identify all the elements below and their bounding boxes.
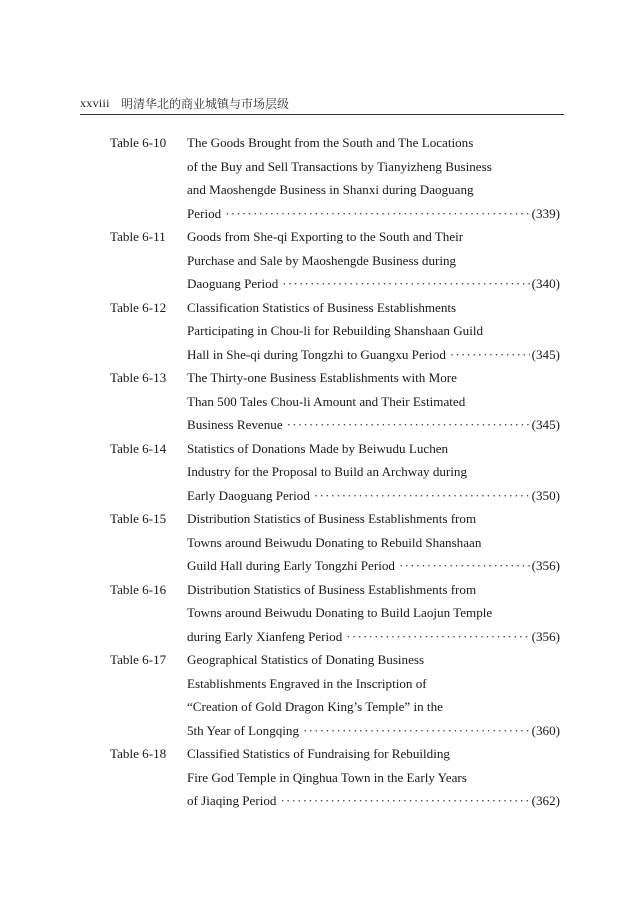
- toc-entry[interactable]: [110, 742, 560, 813]
- entry-title-line: Towns around Beiwudu Donating to Rebuild Shanshaan: [187, 534, 482, 550]
- entry-title-line: Period: [187, 205, 222, 221]
- dot-leader: [280, 789, 529, 813]
- entry-title-line: “Creation of Gold Dragon King’s Temple” in the: [187, 699, 443, 714]
- entry-title-line: Business Revenue: [187, 417, 283, 432]
- toc-entry[interactable]: [110, 366, 560, 437]
- table-number: Table 6-18: [110, 746, 167, 761]
- entry-title-line: Guild Hall during Early Tongzhi Period: [187, 558, 395, 573]
- table-number: Table 6-15: [110, 511, 167, 526]
- toc-entry[interactable]: [110, 131, 560, 225]
- dot-leader: [287, 413, 530, 437]
- entry-title-line: during Early Xianfeng Period: [187, 628, 343, 644]
- dot-leader: [346, 625, 529, 649]
- page-number: xxviii: [80, 96, 110, 110]
- entry-title-line: Towns around Beiwudu Donating to Build Laojun Temple: [187, 605, 493, 620]
- entry-title-line: Than 500 Tales Chou-li Amount and Their Estimated: [187, 393, 466, 409]
- dot-leader: [225, 202, 529, 226]
- table-list: [110, 131, 560, 813]
- entry-title-line: Early Daoguang Period: [187, 487, 310, 503]
- page-ref: (345): [531, 346, 560, 362]
- dot-leader: [314, 484, 530, 508]
- page-ref: (360): [531, 722, 560, 738]
- entry-title-line: Distribution Statistics of Business Establishments from: [187, 511, 477, 526]
- table-number: Table 6-14: [110, 440, 167, 456]
- entry-title-line: Establishments Engraved in the Inscription of: [187, 675, 427, 691]
- entry-title-line: Classification Statistics of Business Establishments: [187, 299, 457, 315]
- running-header: [80, 96, 564, 115]
- toc-entry[interactable]: [110, 296, 560, 367]
- entry-title-line: of Jiaqing Period: [187, 793, 277, 808]
- toc-entry[interactable]: [110, 648, 560, 742]
- page-ref: (362): [531, 793, 560, 808]
- entry-title-line: Industry for the Proposal to Build an Archway during: [187, 464, 468, 479]
- entry-title-line: Statistics of Donations Made by Beiwudu Luchen: [187, 440, 449, 456]
- page-ref: (345): [531, 417, 560, 432]
- entry-title-line: The Thirty-one Business Establishments with More: [187, 370, 457, 385]
- page-ref: (356): [531, 558, 560, 573]
- dot-leader: [450, 343, 530, 367]
- entry-title-line: Participating in Chou-li for Rebuilding Shanshaan Guild: [187, 323, 484, 338]
- page-ref: (350): [531, 487, 560, 503]
- page-ref: (356): [531, 628, 560, 644]
- dot-leader: [282, 272, 529, 296]
- page-ref: (339): [531, 205, 560, 221]
- toc-entry[interactable]: [110, 225, 560, 296]
- table-number: Table 6-16: [110, 581, 167, 597]
- table-number: Table 6-10: [110, 135, 167, 150]
- book-title: 明清华北的商业城镇与市场层级: [121, 97, 290, 111]
- entry-title-line: Daoguang Period: [187, 276, 279, 291]
- entry-title-line: 5th Year of Longqing: [187, 722, 300, 738]
- entry-title-line: of the Buy and Sell Transactions by Tianyizheng Business: [187, 158, 492, 174]
- entry-title-line: Geographical Statistics of Donating Business: [187, 652, 425, 667]
- table-number: Table 6-13: [110, 370, 167, 385]
- table-number: Table 6-17: [110, 652, 167, 667]
- toc-entry[interactable]: [110, 578, 560, 649]
- entry-title-line: Hall in She-qi during Tongzhi to Guangxu Period: [187, 346, 446, 362]
- dot-leader: [303, 719, 530, 743]
- entry-title-line: and Maoshengde Business in Shanxi during Daoguang: [187, 182, 474, 197]
- table-number: Table 6-12: [110, 299, 167, 315]
- entry-title-line: Purchase and Sale by Maoshengde Business during: [187, 252, 457, 268]
- entry-title-line: The Goods Brought from the South and The Locations: [187, 135, 474, 150]
- table-number: Table 6-11: [110, 229, 166, 244]
- entry-title-line: Goods from She-qi Exporting to the South and Their: [187, 229, 464, 244]
- entry-title-line: Fire God Temple in Qinghua Town in the Early Years: [187, 769, 467, 785]
- toc-entry[interactable]: [110, 507, 560, 578]
- dot-leader: [399, 554, 530, 578]
- toc-entry[interactable]: [110, 437, 560, 508]
- page-ref: (340): [531, 276, 560, 291]
- entry-title-line: Distribution Statistics of Business Establishments from: [187, 581, 477, 597]
- entry-title-line: Classified Statistics of Fundraising for Rebuilding: [187, 746, 450, 761]
